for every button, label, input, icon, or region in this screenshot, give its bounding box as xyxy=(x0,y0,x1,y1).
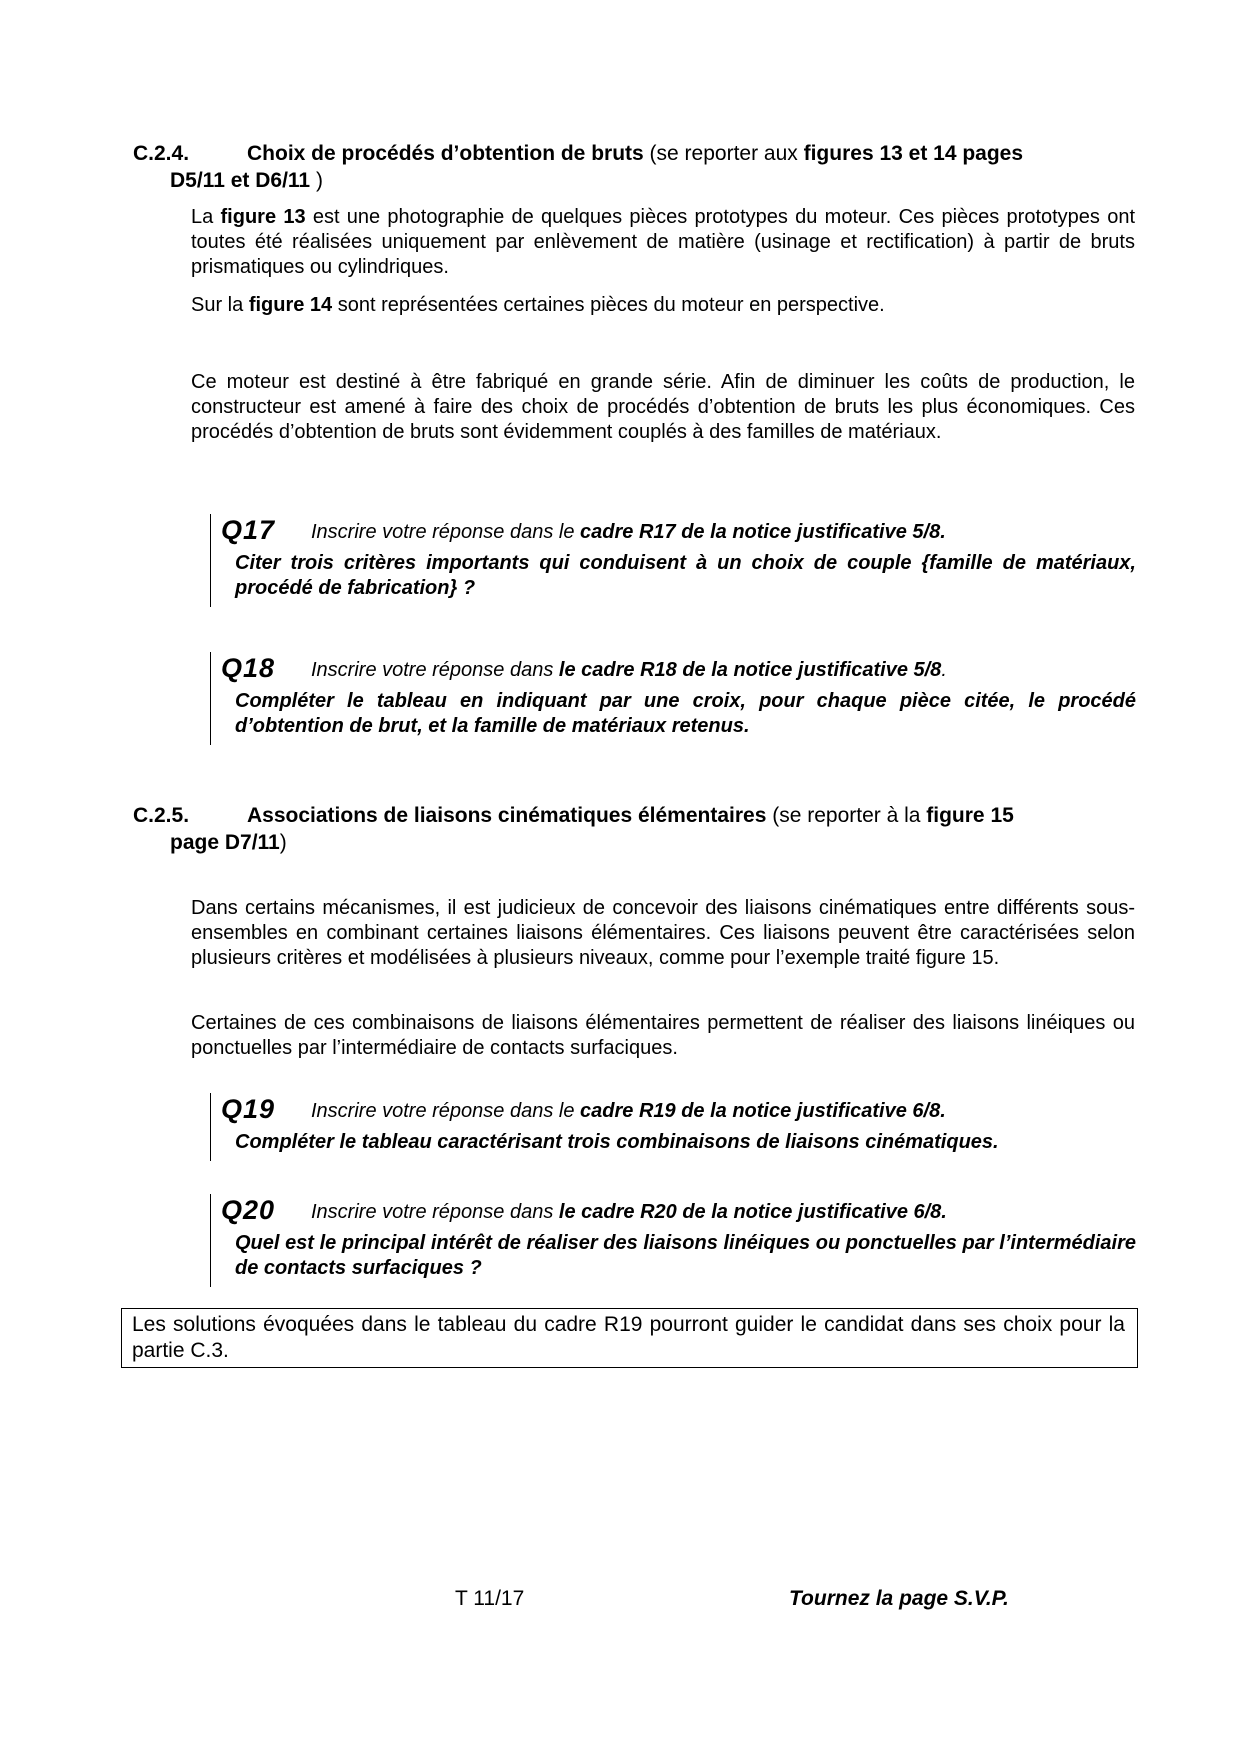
instruction-text: Inscrire votre réponse dans xyxy=(311,659,559,681)
question-instruction xyxy=(311,520,946,544)
paragraph-mechanisms: Dans certains mécanismes, il est judicieux de concevoir des liaisons cinématiques entre différents sous-ensembles en combinant certaines liaisons élémentaires. Ces liaisons peuvent être caractérisées selon plusieurs critères et modélisées à plusieurs niveaux, comme pour l’exemple traité figure 15. xyxy=(191,897,1135,969)
instruction-text: Inscrire votre réponse dans le xyxy=(311,521,581,543)
instruction-reference: cadre R17 de la notice justificative 5/8. xyxy=(580,521,946,543)
turn-page-note: Tournez la page S.V.P. xyxy=(789,1587,1009,1610)
question-number: Q20 xyxy=(221,1195,276,1225)
instruction-text: Inscrire votre réponse dans le xyxy=(311,1100,581,1122)
section-title: Associations de liaisons cinématiques élémentaires xyxy=(247,804,767,827)
question-text: Quel est le principal intérêt de réaliser des liaisons linéiques ou ponctuelles par l’intermédiaire de contacts surfaciques ? xyxy=(235,1232,1136,1279)
section-ref-pages: page D7/11 xyxy=(170,831,280,854)
question-text: Citer trois critères importants qui conduisent à un choix de couple {famille de matériaux, procédé de fabrication} ? xyxy=(235,552,1136,599)
question-q18 xyxy=(210,652,1136,745)
section-ref-prefix: (se reporter à la xyxy=(766,804,927,827)
section-ref-suffix: ) xyxy=(279,831,287,854)
section-ref-pages: D5/11 et D6/11 xyxy=(170,169,311,192)
question-q20 xyxy=(210,1194,1136,1287)
instruction-reference: le cadre R20 de la notice justificative 6/8. xyxy=(558,1201,947,1223)
note-box: Les solutions évoquées dans le tableau du cadre R19 pourront guider le candidat dans ses choix pour la partie C.3. xyxy=(121,1308,1138,1368)
section-heading-c24 xyxy=(133,140,1135,194)
paragraph-figure13 xyxy=(191,205,1135,280)
instruction-end: . xyxy=(941,659,947,681)
figure-reference: figure 14 xyxy=(248,294,333,316)
text-run: Sur la xyxy=(191,294,249,316)
instruction-text: Inscrire votre réponse dans xyxy=(311,1201,559,1223)
instruction-reference: le cadre R18 de la notice justificative 5/8 xyxy=(558,659,942,681)
question-instruction xyxy=(311,658,947,682)
question-q19 xyxy=(210,1093,1136,1161)
paragraph-production: Ce moteur est destiné à être fabriqué en grande série. Afin de diminuer les coûts de production, le constructeur est amené à faire des choix de procédés d’obtention de bruts les plus économiques. Ces procédés d’obtention de bruts sont évidemment couplés à des familles de matériaux. xyxy=(191,371,1135,443)
section-ref-figures: figure 15 xyxy=(926,804,1014,827)
question-text: Compléter le tableau en indiquant par une croix, pour chaque pièce citée, le procédé d’obtention de brut, et la famille de matériaux retenus. xyxy=(235,690,1136,737)
question-text: Compléter le tableau caractérisant trois combinaisons de liaisons cinématiques. xyxy=(235,1131,999,1153)
section-ref-prefix: (se reporter aux xyxy=(643,142,804,165)
section-ref-suffix: ) xyxy=(310,169,323,192)
section-title: Choix de procédés d’obtention de bruts xyxy=(247,142,644,165)
question-number: Q18 xyxy=(221,653,276,683)
page-number: T 11/17 xyxy=(455,1587,525,1610)
text-run: La xyxy=(191,206,221,228)
figure-reference: figure 13 xyxy=(220,206,306,228)
paragraph-figure14 xyxy=(191,293,1135,318)
section-ref-figures: figures 13 et 14 pages xyxy=(803,142,1024,165)
section-number: C.2.5. xyxy=(133,804,190,827)
section-number: C.2.4. xyxy=(133,142,190,165)
instruction-reference: cadre R19 de la notice justificative 6/8. xyxy=(580,1100,946,1122)
question-number: Q19 xyxy=(221,1094,276,1124)
text-run: est une photographie de quelques pièces prototypes du moteur. Ces pièces prototypes ont toutes été réalisées uniquement par enlèvement de matière (usinage et rectification) à partir de bruts prismatiques ou cylindriques. xyxy=(191,206,1135,278)
question-q17 xyxy=(210,514,1136,607)
section-heading-c25 xyxy=(133,802,1135,856)
text-run: sont représentées certaines pièces du moteur en perspective. xyxy=(332,294,885,316)
question-instruction xyxy=(311,1200,947,1224)
paragraph-combinations: Certaines de ces combinaisons de liaisons élémentaires permettent de réaliser des liaisons linéiques ou ponctuelles par l’intermédiaire de contacts surfaciques. xyxy=(191,1012,1135,1059)
question-number: Q17 xyxy=(221,515,276,545)
question-instruction xyxy=(311,1099,946,1123)
